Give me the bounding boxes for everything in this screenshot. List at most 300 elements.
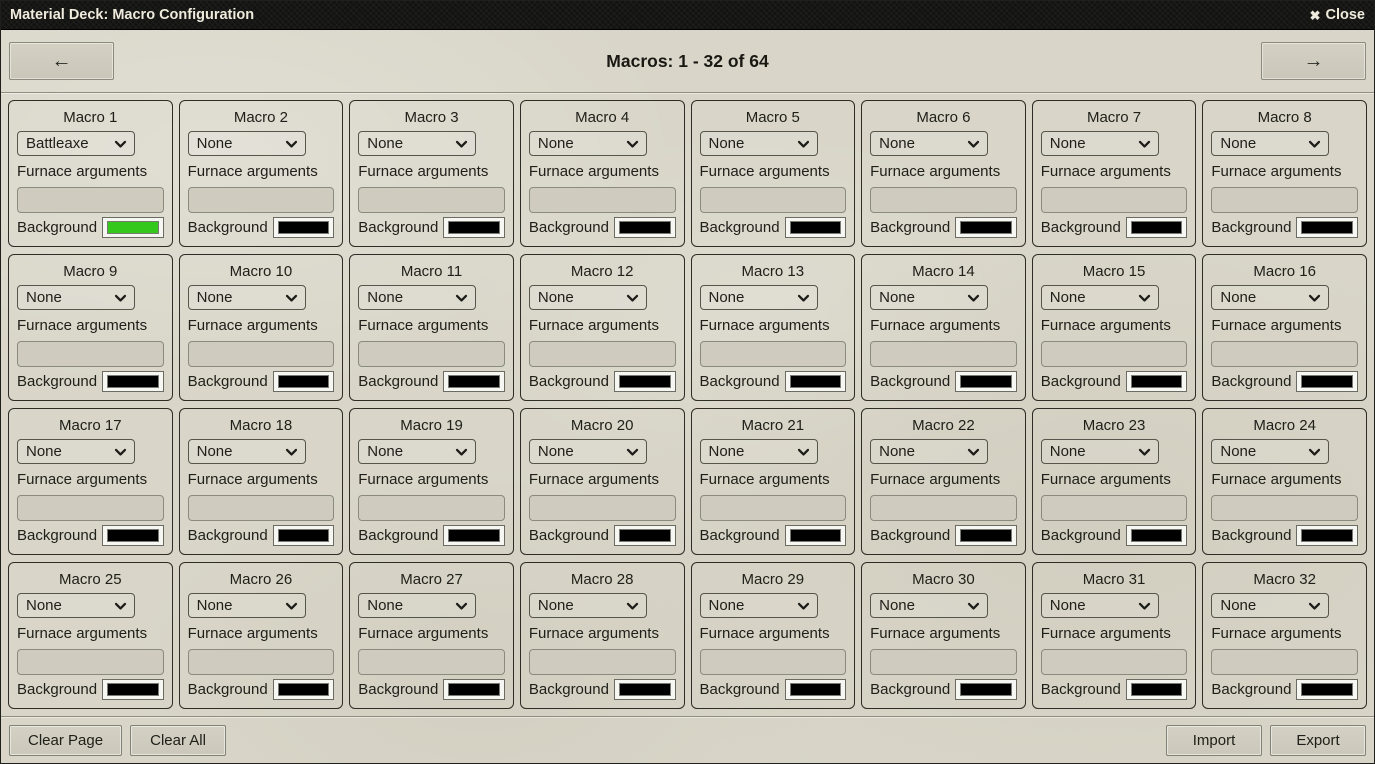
background-row <box>1211 525 1358 546</box>
macro-select[interactable] <box>358 285 476 310</box>
macro-card <box>691 408 856 555</box>
background-label: Background <box>699 527 780 544</box>
furnace-arguments-input[interactable] <box>1211 495 1358 521</box>
macro-select-wrap <box>17 285 135 310</box>
macro-card-title: Macro 21 <box>741 417 805 434</box>
macro-card <box>1202 562 1367 709</box>
furnace-arguments-label: Furnace arguments <box>870 471 1001 488</box>
furnace-arguments-input[interactable] <box>529 341 676 367</box>
background-color-input[interactable] <box>1296 217 1358 238</box>
macro-select[interactable] <box>870 131 988 156</box>
macro-select-wrap <box>1041 593 1159 618</box>
background-row <box>358 525 505 546</box>
macro-card-title: Macro 5 <box>745 109 800 126</box>
macro-select[interactable] <box>1041 439 1159 464</box>
background-color-input[interactable] <box>955 679 1017 700</box>
macro-card-title: Macro 1 <box>63 109 118 126</box>
macro-select[interactable] <box>188 439 306 464</box>
close-button[interactable] <box>1310 7 1365 23</box>
background-color-input[interactable] <box>955 525 1017 546</box>
macro-card <box>520 100 685 247</box>
macro-card <box>349 562 514 709</box>
background-color-swatch <box>960 221 1012 234</box>
furnace-arguments-input[interactable] <box>529 495 676 521</box>
background-row <box>358 371 505 392</box>
background-color-swatch <box>278 375 330 388</box>
macro-card <box>349 254 514 401</box>
macro-select[interactable] <box>1211 439 1329 464</box>
background-color-swatch <box>448 375 500 388</box>
macro-card <box>1032 408 1197 555</box>
furnace-arguments-input[interactable] <box>700 495 847 521</box>
furnace-arguments-input[interactable] <box>1041 187 1188 213</box>
background-row <box>17 371 164 392</box>
background-color-input[interactable] <box>614 679 676 700</box>
background-color-input[interactable] <box>1126 371 1188 392</box>
macro-select[interactable] <box>529 285 647 310</box>
furnace-arguments-input[interactable] <box>870 649 1017 675</box>
furnace-arguments-input[interactable] <box>17 495 164 521</box>
furnace-arguments-input[interactable] <box>17 649 164 675</box>
background-color-input[interactable] <box>1296 525 1358 546</box>
background-row <box>188 525 335 546</box>
background-color-input[interactable] <box>1126 525 1188 546</box>
furnace-arguments-label: Furnace arguments <box>187 163 318 180</box>
furnace-arguments-label: Furnace arguments <box>187 317 318 334</box>
background-label: Background <box>1211 681 1292 698</box>
background-color-swatch <box>107 375 159 388</box>
furnace-arguments-label: Furnace arguments <box>1040 317 1171 334</box>
macro-card-title: Macro 16 <box>1253 263 1316 280</box>
background-color-input[interactable] <box>1126 679 1188 700</box>
background-color-swatch <box>790 529 842 542</box>
background-color-swatch <box>107 529 159 542</box>
macro-card-title: Macro 17 <box>59 417 122 434</box>
macro-select[interactable] <box>529 439 647 464</box>
background-label: Background <box>187 373 268 390</box>
furnace-arguments-label: Furnace arguments <box>1211 317 1342 334</box>
macro-select[interactable] <box>870 285 988 310</box>
macro-select-wrap <box>1211 131 1329 156</box>
macro-card <box>861 254 1026 401</box>
macro-select-wrap <box>358 131 476 156</box>
macro-card-title: Macro 14 <box>912 263 975 280</box>
macro-card-title: Macro 6 <box>916 109 971 126</box>
furnace-arguments-input[interactable] <box>358 187 505 213</box>
macro-select[interactable] <box>17 131 135 156</box>
furnace-arguments-input[interactable] <box>700 649 847 675</box>
furnace-arguments-label: Furnace arguments <box>870 625 1001 642</box>
background-label: Background <box>528 681 609 698</box>
furnace-arguments-label: Furnace arguments <box>1211 471 1342 488</box>
macro-select-wrap <box>358 285 476 310</box>
export-button[interactable]: Export <box>1270 725 1366 756</box>
background-row <box>1041 217 1188 238</box>
macro-select-wrap <box>870 285 988 310</box>
macro-select-wrap <box>188 593 306 618</box>
window-title: Material Deck: Macro Configuration <box>10 7 255 23</box>
background-color-input[interactable] <box>614 371 676 392</box>
furnace-arguments-input[interactable] <box>1041 495 1188 521</box>
background-row <box>17 679 164 700</box>
background-color-input[interactable] <box>785 217 847 238</box>
macro-card <box>1032 100 1197 247</box>
background-color-swatch <box>448 221 500 234</box>
macro-select-wrap <box>870 131 988 156</box>
macro-select-wrap <box>700 131 818 156</box>
page-title: Macros: 1 - 32 of 64 <box>606 50 769 71</box>
macro-card <box>861 562 1026 709</box>
furnace-arguments-input[interactable] <box>870 495 1017 521</box>
background-label: Background <box>699 219 780 236</box>
background-color-swatch <box>1301 683 1353 696</box>
background-color-input[interactable] <box>443 679 505 700</box>
background-label: Background <box>17 681 98 698</box>
furnace-arguments-label: Furnace arguments <box>1040 163 1171 180</box>
background-color-input[interactable] <box>443 371 505 392</box>
background-row <box>188 217 335 238</box>
background-color-swatch <box>278 221 330 234</box>
background-color-input[interactable] <box>955 217 1017 238</box>
macro-card-title: Macro 15 <box>1082 263 1146 280</box>
macro-card <box>8 562 173 709</box>
macro-card-title: Macro 3 <box>404 109 459 126</box>
macro-card-title: Macro 29 <box>741 571 805 588</box>
background-label: Background <box>187 219 268 236</box>
macro-select-wrap <box>17 131 135 156</box>
furnace-arguments-label: Furnace arguments <box>358 625 489 642</box>
furnace-arguments-label: Furnace arguments <box>1040 471 1171 488</box>
pagination-header <box>1 30 1374 92</box>
background-row <box>188 371 335 392</box>
background-color-input[interactable] <box>785 525 847 546</box>
furnace-arguments-label: Furnace arguments <box>870 163 1001 180</box>
macro-select-wrap <box>1211 439 1329 464</box>
background-color-swatch <box>790 221 842 234</box>
background-row <box>1041 371 1188 392</box>
macro-select-wrap <box>188 285 306 310</box>
background-label: Background <box>1040 373 1121 390</box>
macro-select-wrap <box>529 131 647 156</box>
background-label: Background <box>358 373 439 390</box>
background-label: Background <box>1211 373 1292 390</box>
close-button-label: Close <box>1325 7 1365 23</box>
macro-select-wrap <box>1041 285 1159 310</box>
macro-select[interactable] <box>700 593 818 618</box>
macro-select-wrap <box>17 593 135 618</box>
furnace-arguments-input[interactable] <box>17 341 164 367</box>
macro-select[interactable] <box>17 593 135 618</box>
macro-card-title: Macro 12 <box>570 263 634 280</box>
furnace-arguments-input[interactable] <box>358 341 505 367</box>
footer-right-group <box>1166 725 1366 756</box>
furnace-arguments-label: Furnace arguments <box>1211 163 1342 180</box>
background-row <box>700 525 847 546</box>
background-color-input[interactable] <box>102 217 164 238</box>
furnace-arguments-label: Furnace arguments <box>358 163 489 180</box>
background-row <box>700 371 847 392</box>
background-row <box>870 525 1017 546</box>
macro-select[interactable] <box>529 131 647 156</box>
macro-select[interactable] <box>700 131 818 156</box>
background-label: Background <box>870 373 951 390</box>
background-color-swatch <box>107 221 159 234</box>
macro-card <box>1202 254 1367 401</box>
background-label: Background <box>699 681 780 698</box>
background-label: Background <box>1211 219 1292 236</box>
macro-select-wrap <box>1041 131 1159 156</box>
background-color-input[interactable] <box>1296 679 1358 700</box>
background-color-input[interactable] <box>955 371 1017 392</box>
background-row <box>1211 679 1358 700</box>
furnace-arguments-input[interactable] <box>358 495 505 521</box>
furnace-arguments-input[interactable] <box>700 341 847 367</box>
background-color-input[interactable] <box>614 525 676 546</box>
macro-select-wrap <box>358 593 476 618</box>
background-color-input[interactable] <box>443 217 505 238</box>
furnace-arguments-label: Furnace arguments <box>358 471 489 488</box>
background-row <box>188 679 335 700</box>
background-color-input[interactable] <box>102 525 164 546</box>
background-label: Background <box>358 527 439 544</box>
furnace-arguments-label: Furnace arguments <box>187 625 318 642</box>
furnace-arguments-label: Furnace arguments <box>187 471 318 488</box>
background-label: Background <box>870 219 951 236</box>
furnace-arguments-label: Furnace arguments <box>358 317 489 334</box>
background-row <box>870 371 1017 392</box>
macro-select-wrap <box>529 593 647 618</box>
macro-select[interactable] <box>1041 593 1159 618</box>
macro-select[interactable] <box>529 593 647 618</box>
background-color-swatch <box>278 683 330 696</box>
background-row <box>17 217 164 238</box>
macro-select[interactable] <box>188 593 306 618</box>
macro-card-title: Macro 28 <box>570 571 634 588</box>
macro-select-wrap <box>700 439 818 464</box>
macro-card <box>520 562 685 709</box>
background-color-input[interactable] <box>1126 217 1188 238</box>
furnace-arguments-label: Furnace arguments <box>17 625 148 642</box>
macro-card <box>861 100 1026 247</box>
footer-left-group <box>9 725 226 756</box>
background-color-input[interactable] <box>102 679 164 700</box>
background-color-input[interactable] <box>1296 371 1358 392</box>
macro-card-title: Macro 18 <box>229 417 293 434</box>
background-row <box>1041 525 1188 546</box>
background-color-swatch <box>619 529 671 542</box>
furnace-arguments-label: Furnace arguments <box>17 471 148 488</box>
macro-card <box>349 100 514 247</box>
macro-card-title: Macro 26 <box>229 571 293 588</box>
background-color-input[interactable] <box>443 525 505 546</box>
background-color-swatch <box>1301 221 1353 234</box>
macro-card <box>691 100 856 247</box>
clear-page-button[interactable]: Clear Page <box>9 725 122 756</box>
furnace-arguments-input[interactable] <box>870 187 1017 213</box>
macro-select[interactable] <box>1041 285 1159 310</box>
macro-select-wrap <box>870 439 988 464</box>
background-label: Background <box>528 373 609 390</box>
macro-card <box>1202 408 1367 555</box>
background-color-input[interactable] <box>273 679 335 700</box>
macro-card <box>179 562 344 709</box>
furnace-arguments-input[interactable] <box>700 187 847 213</box>
background-color-input[interactable] <box>273 217 335 238</box>
background-color-input[interactable] <box>614 217 676 238</box>
macro-select[interactable] <box>358 439 476 464</box>
background-label: Background <box>1040 219 1121 236</box>
furnace-arguments-label: Furnace arguments <box>528 317 659 334</box>
background-color-swatch <box>619 683 671 696</box>
macro-select[interactable] <box>17 439 135 464</box>
macro-grid <box>1 93 1374 716</box>
background-label: Background <box>1040 681 1121 698</box>
macro-select[interactable] <box>1211 285 1329 310</box>
macro-select[interactable] <box>870 439 988 464</box>
furnace-arguments-input[interactable] <box>529 649 676 675</box>
background-color-swatch <box>619 375 671 388</box>
background-label: Background <box>187 681 268 698</box>
previous-page-button[interactable] <box>9 42 114 80</box>
background-color-swatch <box>1131 683 1183 696</box>
macro-select[interactable] <box>358 593 476 618</box>
background-label: Background <box>870 681 951 698</box>
background-color-swatch <box>790 683 842 696</box>
macro-card-title: Macro 31 <box>1082 571 1146 588</box>
close-icon: ✖ <box>1309 7 1321 23</box>
background-color-input[interactable] <box>273 525 335 546</box>
macro-card-title: Macro 10 <box>229 263 293 280</box>
macro-card <box>520 408 685 555</box>
background-row <box>529 217 676 238</box>
macro-card <box>179 254 344 401</box>
background-color-swatch <box>1131 221 1183 234</box>
macro-select[interactable] <box>1211 131 1329 156</box>
furnace-arguments-input[interactable] <box>17 187 164 213</box>
background-color-swatch <box>1131 529 1183 542</box>
background-label: Background <box>1040 527 1121 544</box>
background-row <box>529 371 676 392</box>
macro-select-wrap <box>700 285 818 310</box>
footer-bar <box>1 717 1374 763</box>
macro-select[interactable] <box>358 131 476 156</box>
furnace-arguments-input[interactable] <box>529 187 676 213</box>
background-color-input[interactable] <box>102 371 164 392</box>
background-row <box>700 217 847 238</box>
macro-select[interactable] <box>870 593 988 618</box>
background-color-input[interactable] <box>273 371 335 392</box>
furnace-arguments-input[interactable] <box>358 649 505 675</box>
macro-card-title: Macro 32 <box>1253 571 1316 588</box>
macro-select-wrap <box>1211 593 1329 618</box>
macro-card-title: Macro 27 <box>400 571 463 588</box>
background-row <box>1211 217 1358 238</box>
background-row <box>529 525 676 546</box>
macro-card-title: Macro 7 <box>1086 109 1142 126</box>
macro-select[interactable] <box>700 285 818 310</box>
import-button[interactable]: Import <box>1166 725 1262 756</box>
background-color-swatch <box>448 529 500 542</box>
furnace-arguments-input[interactable] <box>870 341 1017 367</box>
furnace-arguments-input[interactable] <box>1041 649 1188 675</box>
background-color-swatch <box>960 375 1012 388</box>
macro-card-title: Macro 19 <box>400 417 463 434</box>
macro-select-wrap <box>529 285 647 310</box>
furnace-arguments-label: Furnace arguments <box>1211 625 1342 642</box>
macro-select[interactable] <box>700 439 818 464</box>
furnace-arguments-label: Furnace arguments <box>870 317 1001 334</box>
furnace-arguments-input[interactable] <box>188 495 335 521</box>
macro-card <box>861 408 1026 555</box>
arrow-right-icon: → <box>1303 49 1324 72</box>
macro-card <box>179 408 344 555</box>
macro-card-title: Macro 22 <box>912 417 975 434</box>
macro-select[interactable] <box>17 285 135 310</box>
background-row <box>17 525 164 546</box>
macro-card <box>349 408 514 555</box>
background-color-swatch <box>790 375 842 388</box>
furnace-arguments-input[interactable] <box>1041 341 1188 367</box>
macro-card-title: Macro 8 <box>1257 109 1312 126</box>
furnace-arguments-label: Furnace arguments <box>17 163 148 180</box>
macro-card-title: Macro 4 <box>575 109 630 126</box>
background-row <box>1041 679 1188 700</box>
background-row <box>529 679 676 700</box>
next-page-button[interactable] <box>1261 42 1366 80</box>
macro-select-wrap <box>188 439 306 464</box>
macro-select[interactable] <box>188 285 306 310</box>
background-color-input[interactable] <box>785 371 847 392</box>
background-color-swatch <box>960 683 1012 696</box>
macro-select[interactable] <box>188 131 306 156</box>
macro-select-wrap <box>1211 285 1329 310</box>
macro-select-wrap <box>870 593 988 618</box>
background-row <box>870 679 1017 700</box>
background-label: Background <box>187 527 268 544</box>
furnace-arguments-input[interactable] <box>188 187 335 213</box>
background-color-input[interactable] <box>785 679 847 700</box>
furnace-arguments-input[interactable] <box>1211 341 1358 367</box>
furnace-arguments-label: Furnace arguments <box>699 625 830 642</box>
background-color-swatch <box>1301 529 1353 542</box>
background-label: Background <box>358 219 439 236</box>
macro-select[interactable] <box>1041 131 1159 156</box>
clear-all-button[interactable]: Clear All <box>130 725 226 756</box>
macro-card <box>8 254 173 401</box>
background-color-swatch <box>448 683 500 696</box>
macro-select[interactable] <box>1211 593 1329 618</box>
furnace-arguments-input[interactable] <box>188 649 335 675</box>
macro-card-title: Macro 25 <box>59 571 122 588</box>
furnace-arguments-input[interactable] <box>188 341 335 367</box>
background-label: Background <box>528 527 609 544</box>
furnace-arguments-label: Furnace arguments <box>699 317 830 334</box>
furnace-arguments-label: Furnace arguments <box>699 163 830 180</box>
background-row <box>870 217 1017 238</box>
background-color-swatch <box>619 221 671 234</box>
macro-card <box>1032 562 1197 709</box>
macro-card <box>520 254 685 401</box>
furnace-arguments-input[interactable] <box>1211 187 1358 213</box>
furnace-arguments-label: Furnace arguments <box>17 317 148 334</box>
macro-card-title: Macro 11 <box>400 263 463 280</box>
macro-select-wrap <box>358 439 476 464</box>
furnace-arguments-label: Furnace arguments <box>528 471 659 488</box>
background-row <box>700 679 847 700</box>
furnace-arguments-input[interactable] <box>1211 649 1358 675</box>
arrow-left-icon: ← <box>51 49 72 72</box>
background-row <box>358 679 505 700</box>
